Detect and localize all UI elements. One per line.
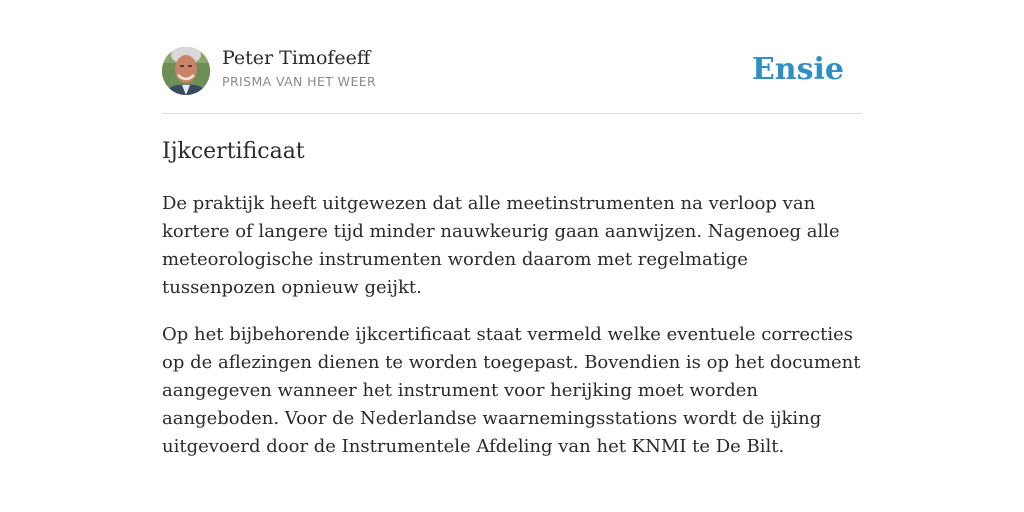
article-paragraph: Op het bijbehorende ijkcertificaat staat vermeld welke eventuele correcties op de aflezingen dienen te worden toegepast. Bovendien is op het document aangegeven wanneer het instrument voor herijking moet worden aangeboden. Voor de Nederlandse waarnemingsstations wordt de ijking uitgevoerd door de Instrumentele Afdeling van het KNMI te De Bilt. — [162, 324, 861, 457]
author-source[interactable]: PRISMA VAN HET WEER — [222, 74, 377, 89]
article-card — [162, 0, 862, 512]
author-avatar[interactable] — [162, 47, 210, 95]
brand-logo[interactable]: Ensie — [751, 52, 844, 87]
author-photo — [162, 47, 210, 95]
author-name[interactable]: Peter Timofeeff — [222, 47, 371, 69]
article-header — [162, 46, 862, 96]
article-paragraph: De praktijk heeft uitgewezen dat alle meetinstrumenten na verloop van kortere of langere tijd minder nauwkeurig gaan aanwijzen. Nagenoeg alle meteorologische instrumenten worden daarom met regelmatige tussenpozen opnieuw geijkt. — [162, 193, 840, 298]
article-title: Ijkcertificaat — [162, 139, 305, 164]
article-body — [162, 190, 864, 480]
header-divider — [162, 113, 862, 114]
